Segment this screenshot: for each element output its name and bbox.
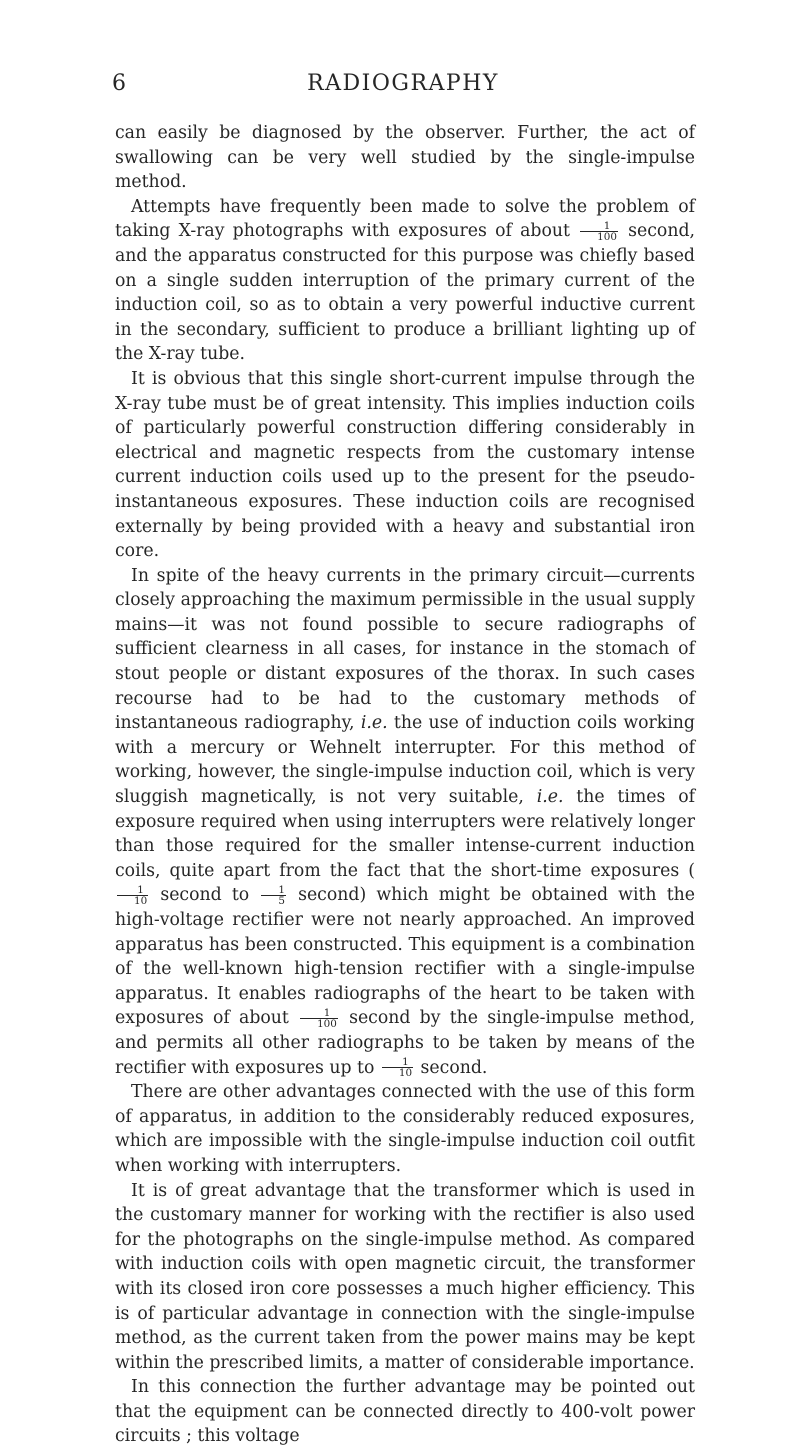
- fraction-denominator: 10: [134, 895, 148, 908]
- paragraph: [115, 1080, 695, 1178]
- text-run: In this connection the further advantage may be pointed out that the equipment can be connected directly to 400-volt power circuits ; this voltage: [115, 1377, 695, 1447]
- fraction-denominator: 100: [597, 231, 617, 243]
- text-run: In spite of the heavy currents in the primary circuit—currents closely approaching the maximum permissible in the usual supply mains—it was not found possible to secure radiographs of sufficient clearness in all cases, for instance in the stomach of stout people or distant exposures of the thorax. In such cases recourse had to be had to the customary methods of instantaneous radiography,: [115, 565, 695, 734]
- paragraph: [115, 564, 695, 1080]
- text-run: It is obvious that this single short-current impulse through the X-ray tube must be of great intensity. This implies induction coils of particularly powerful construction differing considerably in electrical and magnetic respects from the customary intense current induction coils used up to the present for the pseudo-instantaneous exposures. These induction coils are recognised externally by being provided with a heavy and substantial iron core.: [115, 368, 695, 562]
- fraction-denominator: 5: [278, 895, 285, 908]
- text-run: the use of induction coils working with a mercury or Wehnelt interrupter. For this method of working, however, the single-impulse induction coil, which is very sluggish magnetically, is not very suitable,: [115, 713, 695, 808]
- paragraph: [115, 367, 695, 564]
- fraction: [580, 221, 618, 243]
- text-run: second) which might be obtained with the high-voltage rectifier were not nearly approached. An improved apparatus has been constructed. This equipment is a combination of the well-known high-tension rectifier with a single-impulse apparatus. It enables radiographs of the heart to be taken with exposures of about: [115, 885, 695, 1029]
- text-run: second to: [150, 885, 260, 906]
- fraction: [117, 885, 148, 907]
- page-number: 6: [112, 71, 126, 96]
- text-run: Attempts have frequently been made to solve the problem of taking X-ray photographs with exposures of about: [115, 196, 695, 242]
- paragraph: [115, 195, 695, 367]
- italic-text: i.e.: [536, 787, 564, 808]
- fraction-numerator: 1: [261, 885, 286, 896]
- text-run: There are other advantages connected with the use of this form of apparatus, in addition to the considerably reduced exposures, which are impossible with the single-impulse induction coil outfit when working with interrupters.: [115, 1082, 695, 1176]
- fraction-denominator: 100: [317, 1018, 337, 1030]
- text-run: second by the single-impulse method, and permits all other radiographs to be taken by means of the rectifier with exposures up to: [115, 1008, 695, 1078]
- fraction: [382, 1057, 413, 1079]
- body-text: [115, 121, 695, 1449]
- fraction-numerator: 1: [580, 221, 618, 232]
- text-run: can easily be diagnosed by the observer. Further, the act of swallowing can be very well studied by the single-impulse method.: [115, 123, 695, 193]
- fraction-numerator: 1: [300, 1008, 338, 1019]
- italic-text: i.e.: [360, 713, 388, 734]
- page-header: [112, 70, 694, 100]
- paragraph: [115, 1179, 695, 1376]
- text-run: second, and the apparatus constructed for this purpose was chiefly based on a single sudden interruption of the primary current of the induction coil, so as to obtain a very powerful inductive current in the secondary, sufficient to produce a brilliant lighting up of the X-ray tube.: [115, 221, 695, 365]
- fraction-denominator: 10: [398, 1067, 413, 1080]
- running-head: RADIOGRAPHY: [307, 71, 499, 96]
- fraction: [261, 885, 286, 907]
- paragraph: [115, 1375, 695, 1449]
- paragraph: [115, 121, 695, 195]
- text-run: It is of great advantage that the transformer which is used in the customary manner for working with the rectifier is also used for the photographs on the single-impulse method. As compared with induction coils with open magnetic circuit, the transformer with its closed iron core possesses a much higher efficiency. This is of particular advantage in connection with the single-impulse method, as the current taken from the power mains may be kept within the prescribed limits, a matter of considerable importance.: [115, 1180, 695, 1373]
- text-run: the times of exposure required when using interrupters were relatively longer than those required for the smaller intense-current induction coils, quite apart from the fact that the short-time exposures (: [115, 787, 695, 881]
- text-run: second.: [415, 1057, 488, 1078]
- fraction-numerator: 1: [117, 885, 148, 896]
- fraction-numerator: 1: [382, 1057, 413, 1068]
- fraction: [300, 1008, 338, 1030]
